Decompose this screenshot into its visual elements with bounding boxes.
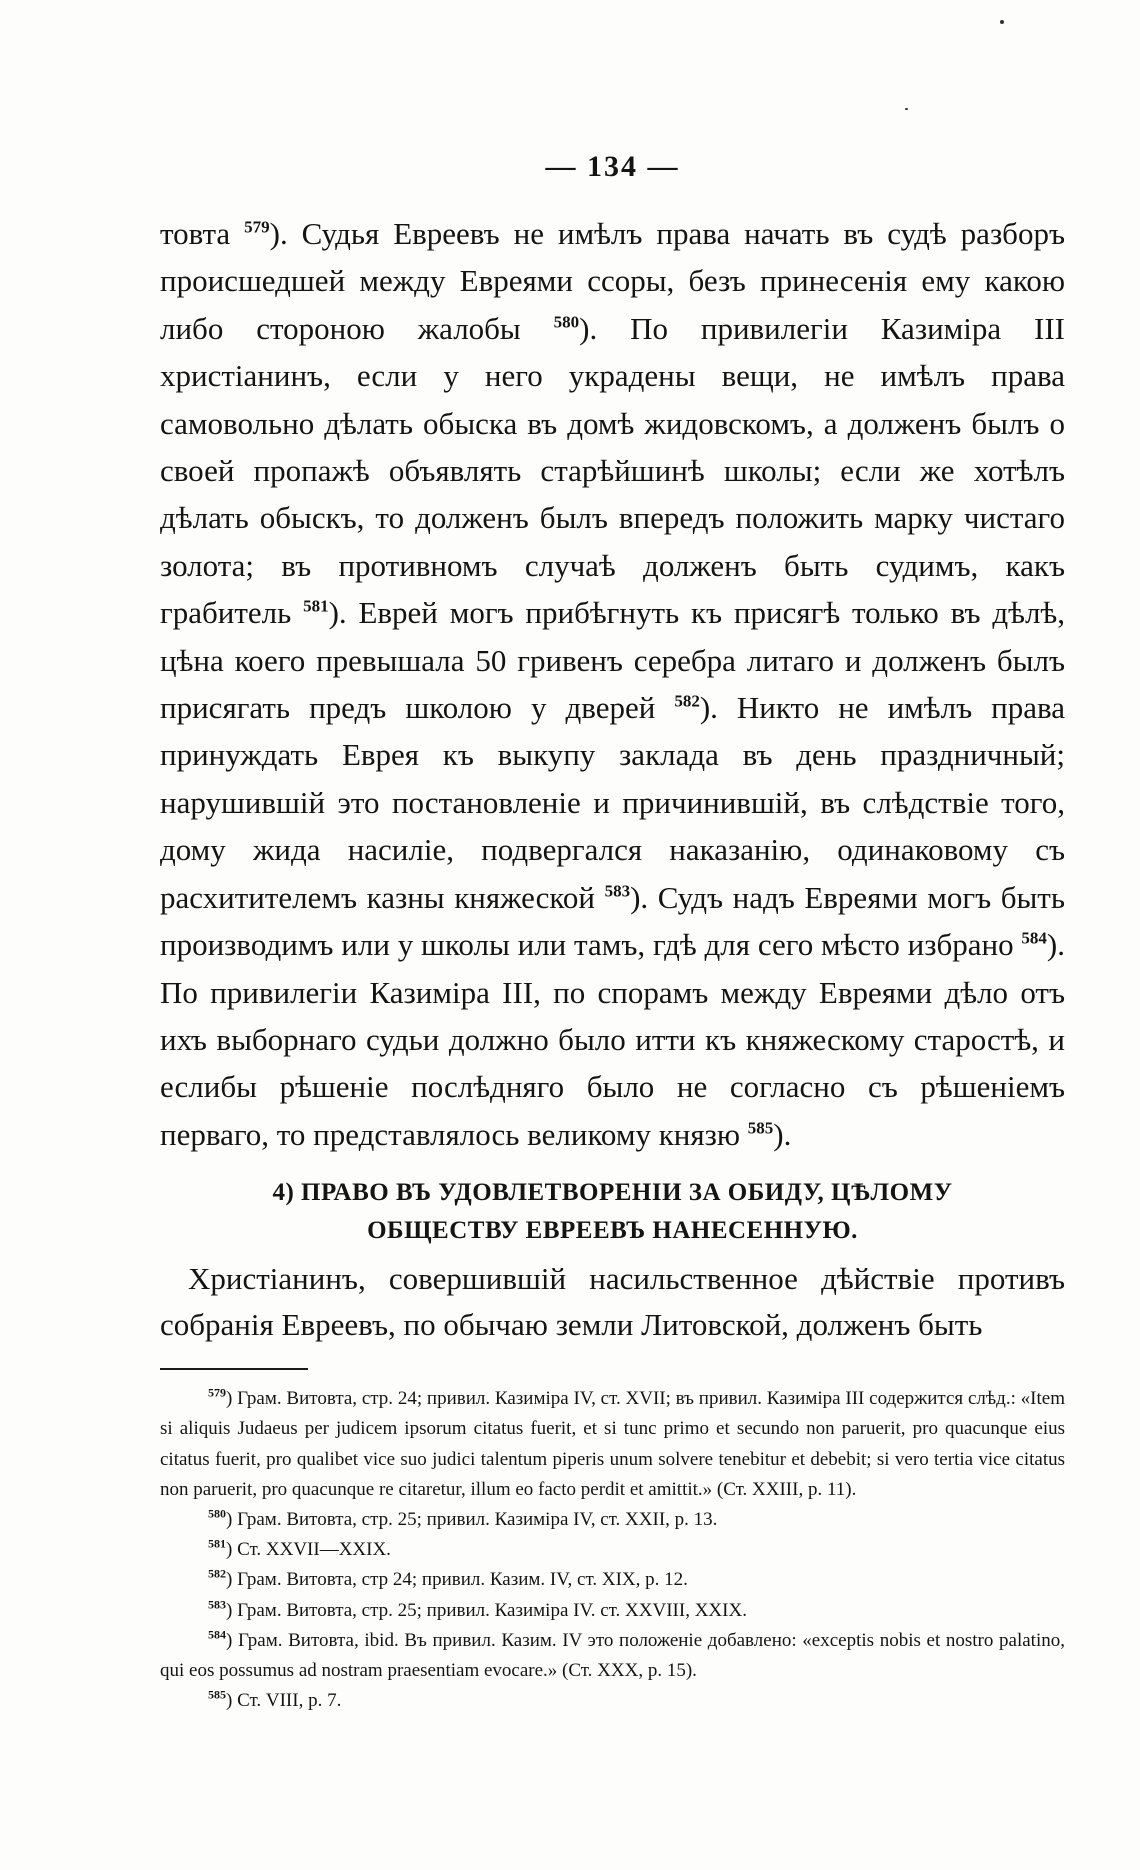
footnote	[160, 1505, 1065, 1535]
footnote-marker: 583	[208, 1597, 226, 1612]
footnote-ref: 583	[604, 881, 631, 901]
footnote-text: ) Ст. XXVII—XXIX.	[226, 1539, 391, 1561]
footnote-ref: 581	[303, 596, 329, 616]
body-text-run: ). Судья Евреевъ не имѣлъ права начать въ судѣ разборъ происшедшей между Евреями ссоры, безъ принесенія ему какою либо стороною жалобы	[160, 216, 1065, 346]
footnote	[160, 1626, 1065, 1686]
footnote-text: ) Ст. VIII, p. 7.	[226, 1690, 342, 1712]
footnote	[160, 1384, 1065, 1505]
section-heading-line: 4) ПРАВО ВЪ УДОВЛЕТВОРЕНІИ ЗА ОБИДУ, ЦѢЛОМУ	[272, 1179, 953, 1207]
footnote-ref: 585	[747, 1118, 774, 1138]
ink-speck	[905, 108, 908, 110]
body-text-run: ). Никто не имѣлъ права принуждать Еврея къ выкупу заклада въ день праздничный; нарушившій это постановленіе и причинившій, въ слѣдствіе того, дому жида насиліе, подвергался наказанію, одинаковому съ расхитителемъ казны княжеской	[160, 690, 1065, 915]
footnote-marker: 580	[208, 1506, 226, 1521]
footnote-ref: 580	[553, 312, 580, 332]
footnote	[160, 1686, 1065, 1716]
body-text-run: ). По привилегіи Казиміра III, по спорамъ между Евреями дѣло отъ ихъ выборнаго судьи должно было итти къ княжескому старостѣ, и еслибы рѣшеніе послѣдняго было не согласно съ рѣшеніемъ перваго, то представлялось великому князю	[160, 927, 1065, 1152]
body-text-run: товта	[160, 216, 245, 251]
footnote-text: ) Грам. Витовта, стр. 25; привил. Казиміра IV. ст. XXVIII, XXIX.	[226, 1599, 747, 1621]
book-page	[160, 150, 1065, 1716]
footnote-separator	[160, 1368, 308, 1370]
footnote-marker: 581	[208, 1536, 226, 1551]
footnote-text: ) Грам. Витовта, стр. 24; привил. Казиміра IV, ст. XVII; въ привил. Казиміра III содержится слѣд.: «Item si aliquis Judaeus per judicem ipsorum citatus fuerit, et si tunc primo et secundo non paruerit, pro quacunque eius citatus fuerit, pro qualibet vice suo judici talentum piperis unum solvere tenebitur et debebit; si vero tertia vice citatus non paruerit, pro quacunque re citaretur, illum eo facto perdit et amittit.» (Ст. XXIII, p. 11).	[160, 1388, 1065, 1500]
footnote-marker: 584	[208, 1627, 226, 1642]
body-text-run: ). Еврей могъ прибѣгнуть къ присягѣ только въ дѣлѣ, цѣна коего превышала 50 гривенъ серебра литаго и долженъ былъ присягать предъ школою у дверей	[160, 595, 1065, 726]
footnote-ref: 584	[1021, 928, 1047, 948]
body-text-run: ). По привилегіи Казиміра III христіанинъ, если у него украдены вещи, не имѣлъ права самовольно дѣлать обыска въ домѣ жидовскомъ, а долженъ былъ о своей пропажѣ объявлять старѣйшинѣ школы; если же хотѣлъ дѣлать обыскъ, то долженъ былъ впередъ положить марку чистаго золота; въ противномъ случаѣ долженъ быть судимъ, какъ грабитель	[160, 310, 1065, 631]
footnote-marker: 582	[208, 1567, 226, 1582]
page-number: — 134 —	[545, 150, 680, 183]
section-paragraph: Христіанинъ, совершившій насильственное дѣйствіе противъ собранія Евреевъ, по обычаю земли Литовской, долженъ быть	[160, 1261, 1065, 1343]
footnote	[160, 1535, 1065, 1565]
ink-speck	[1000, 20, 1004, 24]
footnote-text: ) Грам. Витовта, стр 24; привил. Казим. IV, ст. XIX, p. 12.	[226, 1569, 688, 1591]
section-heading	[160, 1174, 1065, 1250]
footnote-text: ) Грам. Витовта, стр. 25; привил. Казиміра IV, ст. XXII, p. 13.	[226, 1508, 718, 1530]
body-text-run: ).	[773, 1116, 792, 1152]
footnote-text: ) Грам. Витовта, ibid. Въ привил. Казим. IV это положеніе добавлено: «exceptis nobis et nostro palatino, qui eos possumus ad nostram praesentiam evocare.» (Ст. XXX, p. 15).	[160, 1629, 1065, 1681]
footnote	[160, 1565, 1065, 1595]
body-paragraph	[160, 210, 1065, 1158]
footnote	[160, 1596, 1065, 1626]
footnote-ref: 579	[244, 217, 270, 237]
footnote-marker: 585	[208, 1687, 226, 1702]
footnotes-list	[160, 1384, 1065, 1716]
section-heading-line: ОБЩЕСТВУ ЕВРЕЕВЪ НАНЕСЕННУЮ.	[367, 1217, 858, 1245]
footnote-marker: 579	[208, 1385, 226, 1400]
body-text-run: ). Судъ надъ Евреями могъ быть производимъ или у школы или тамъ, гдѣ для сего мѣсто избрано	[160, 879, 1065, 963]
footnote-ref: 582	[674, 691, 700, 711]
